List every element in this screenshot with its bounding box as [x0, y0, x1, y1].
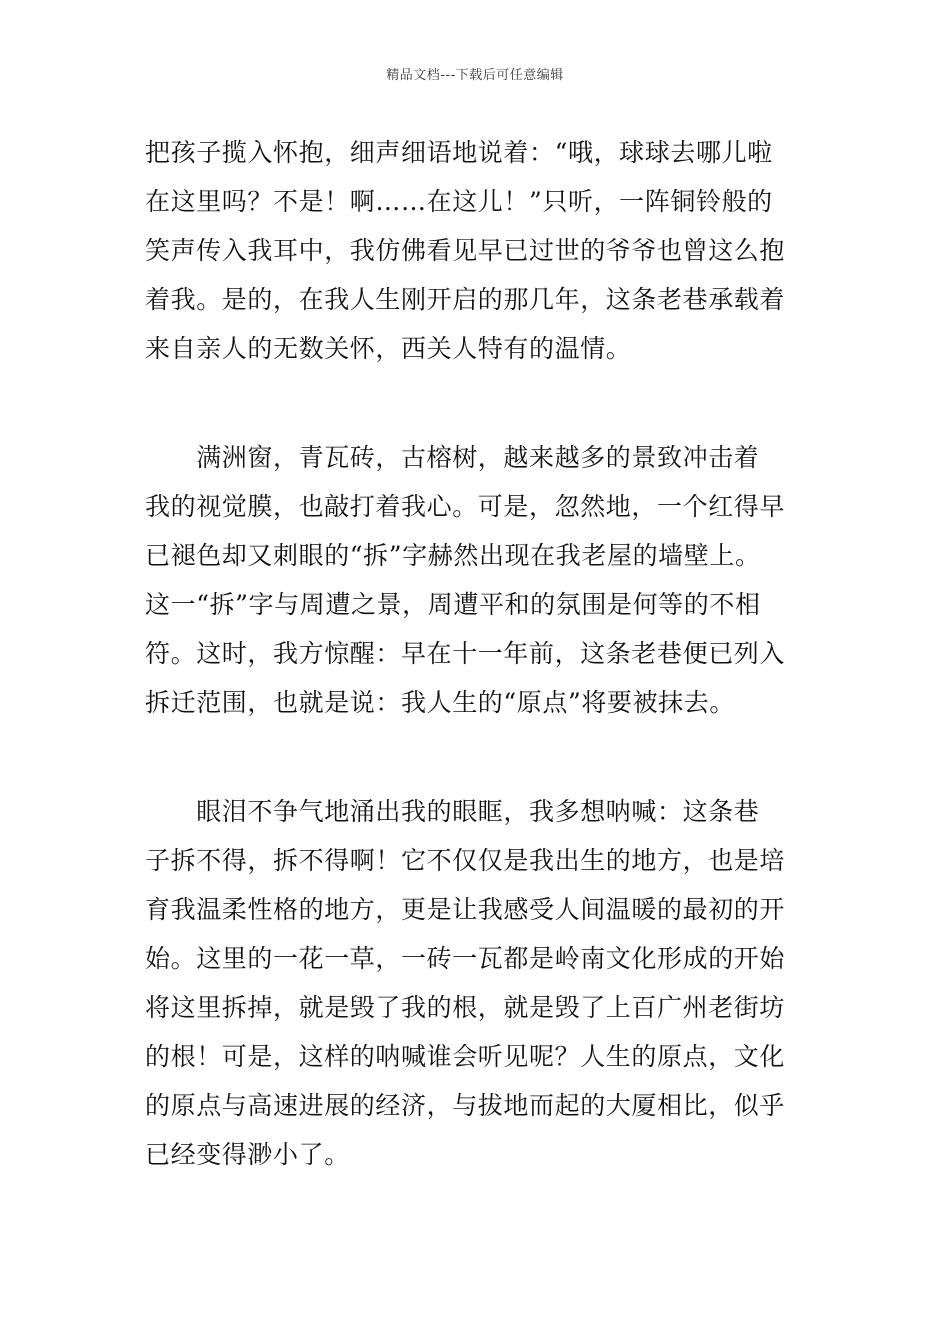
text-line: 已经变得渺小了。: [145, 1140, 350, 1169]
paragraph-gap: [145, 727, 815, 787]
text-line: 符。这时，我方惊醒：早在十一年前，这条老巷便已列入: [145, 639, 786, 668]
text-line: 的根！可是，这样的呐喊谁会听见呢？人生的原点，文化: [145, 1042, 786, 1071]
text-line: 已褪色却又刺眼的“拆”字赫然出现在我老屋的墙壁上。: [145, 541, 761, 570]
text-line: 育我温柔性格的地方，更是让我感受人间温暖的最初的开: [145, 895, 786, 924]
text-line: 拆迁范围，也就是说：我人生的“原点”将要被抹去。: [145, 688, 735, 717]
text-line: 我的视觉膜，也敲打着我心。可是，忽然地，一个红得早: [145, 492, 786, 521]
document-body: [145, 128, 815, 1179]
text-line: 满洲窗，青瓦砖，古榕树，越来越多的景致冲击着: [145, 443, 760, 472]
text-line: 把孩子揽入怀抱，细声细语地说着：“哦，球球去哪儿啦: [145, 138, 773, 167]
text-line: 在这里吗？不是！啊……在这儿！”只听，一阵铜铃般的: [145, 187, 773, 216]
text-line: 这一“拆”字与周遭之景，周遭平和的氛围是何等的不相: [145, 590, 761, 619]
text-line: 始。这里的一花一草，一砖一瓦都是岭南文化形成的开始: [145, 944, 786, 973]
text-line: 眼泪不争气地涌出我的眼眶，我多想呐喊：这条巷: [145, 797, 760, 826]
text-line: 来自亲人的无数关怀，西关人特有的温情。: [145, 334, 632, 363]
text-line: 笑声传入我耳中，我仿佛看见早已过世的爷爷也曾这么抱: [145, 236, 786, 265]
text-line: 子拆不得，拆不得啊！它不仅仅是我出生的地方，也是培: [145, 846, 786, 875]
paragraph-2: [145, 433, 815, 727]
text-line: 将这里拆掉，就是毁了我的根，就是毁了上百广州老街坊: [145, 993, 786, 1022]
paragraph-3: [145, 787, 815, 1179]
text-line: 的原点与高速进展的经济，与拔地而起的大厦相比，似乎: [145, 1091, 786, 1120]
paragraph-gap: [145, 373, 815, 433]
text-line: 着我。是的，在我人生刚开启的那几年，这条老巷承载着: [145, 285, 786, 314]
paragraph-1: [145, 128, 815, 373]
page-header: 精品文档---下载后可任意编辑: [386, 68, 564, 83]
